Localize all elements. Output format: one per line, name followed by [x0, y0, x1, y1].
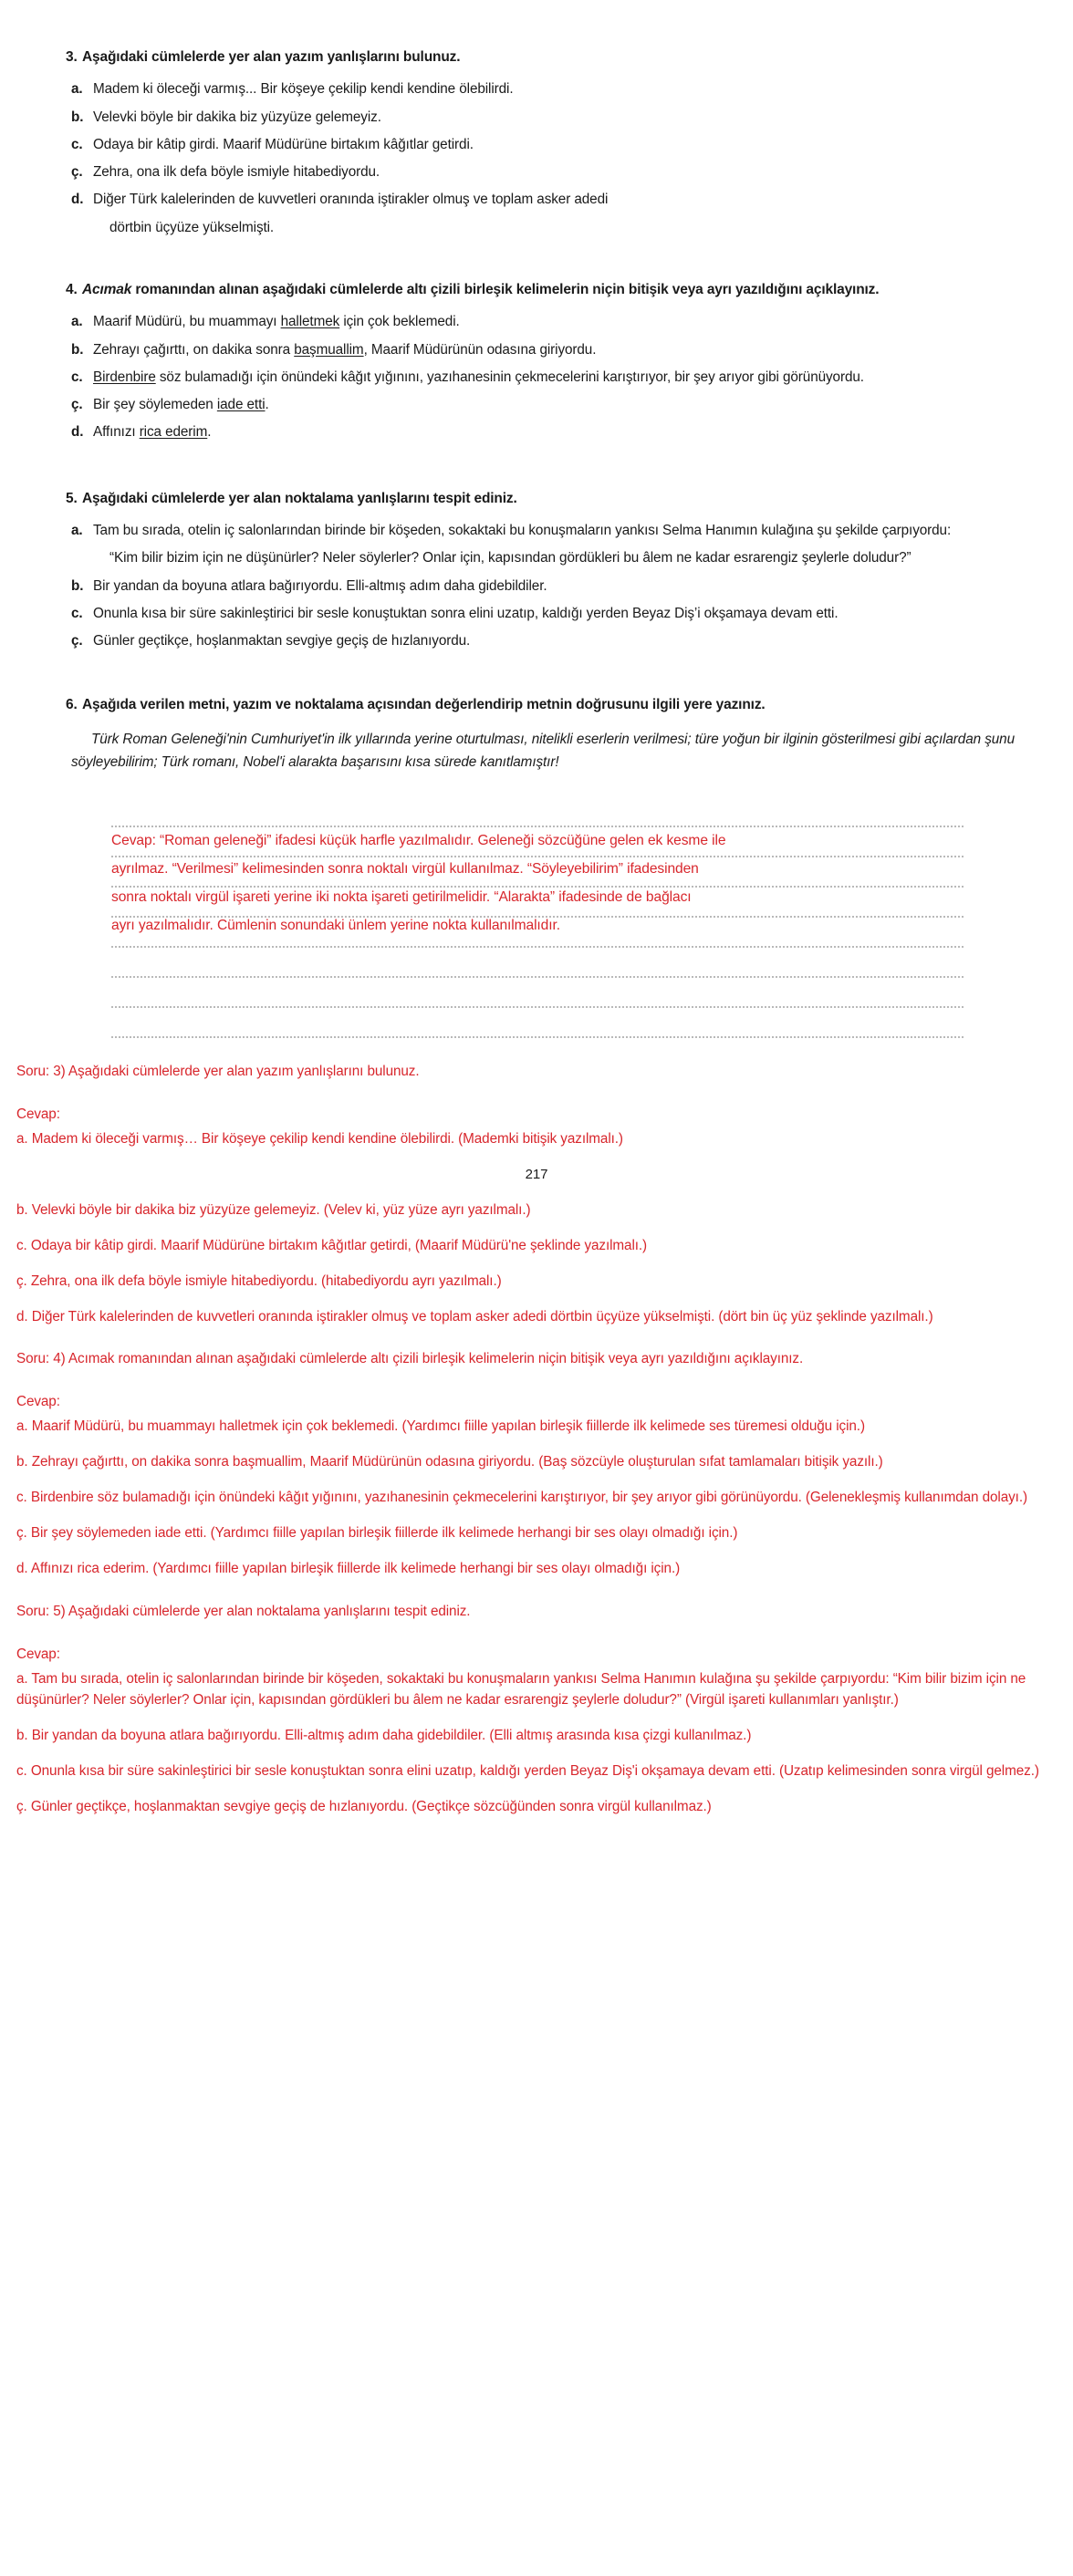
- list-item: [55, 367, 1018, 388]
- list-item: [55, 630, 1018, 651]
- question-4-heading-rest: romanından alınan aşağıdaki cümlelerde altı çizili birleşik kelimelerin niçin bitişik veya ayrı yazıldığını açıklayınız.: [131, 281, 880, 297]
- answer-key-answer: ç. Günler geçtikçe, hoşlanmaktan sevgiye geçiş de hızlanıyordu. (Geçtikçe sözcüğünden sonra virgül kullanılmaz.): [16, 1798, 712, 1814]
- item-text-post: .: [207, 424, 212, 441]
- dotted-line-row[interactable]: [111, 978, 964, 1008]
- question-block-6: [55, 695, 1018, 774]
- question-4-heading: [55, 280, 1018, 300]
- item-letter: ç.: [71, 397, 83, 413]
- list-item: [55, 339, 1018, 360]
- answer-key-answer: b. Zehrayı çağırttı, on dakika sonra başmuallim, Maarif Müdürünün odasına giriyordu. (Baş sözcüyle oluşturulan sıfat tamlamaları bitişik yazılı.): [16, 1454, 883, 1470]
- item-text-pre: Bir şey söylemeden: [93, 397, 217, 413]
- handwritten-line: sonra noktalı virgül işareti yerine iki nokta işareti getirilmelidir. “Alarakta” ifadesinde de bağlacı: [111, 889, 692, 906]
- answer-key-answer: b. Bir yandan da boyuna atlara bağırıyordu. Elli-altmış adım daha gidebildiler. (Elli altmış arasında kısa çizgi kullanılmaz.): [16, 1727, 752, 1743]
- list-item: [55, 134, 1018, 155]
- answer-key-question: Soru: 5) Aşağıdaki cümlelerde yer alan noktalama yanlışlarını tespit ediniz.: [16, 1604, 471, 1620]
- dotted-line-row[interactable]: [111, 948, 964, 978]
- question-5-number: 5.: [66, 490, 78, 506]
- question-6-number: 6.: [66, 697, 78, 713]
- item-text-underlined: iade etti: [216, 397, 266, 413]
- item-text-post: için çok beklemedi.: [339, 314, 460, 330]
- item-text: Madem ki öleceği varmış... Bir köşeye çekilip kendi kendine ölebilirdi.: [93, 81, 514, 98]
- question-block-5: [55, 489, 1018, 652]
- page-number: 217: [525, 1167, 548, 1183]
- item-letter: a.: [71, 81, 83, 98]
- answer-key-answer: c. Odaya bir kâtip girdi. Maarif Müdürüne birtakım kâğıtlar getirdi, (Maarif Müdürü'ne şeklinde yazılmalı.): [16, 1237, 648, 1253]
- question-5-heading-text: Aşağıdaki cümlelerde yer alan noktalama yanlışlarını tespit ediniz.: [82, 490, 517, 506]
- question-3-number: 3.: [66, 49, 78, 65]
- question-block-3: [55, 47, 1018, 238]
- item-letter: a.: [71, 523, 83, 539]
- question-3-heading-text: Aşağıdaki cümlelerde yer alan yazım yanlışlarını bulunuz.: [82, 49, 461, 65]
- answer-key-area: [0, 1038, 1073, 1868]
- item-letter: b.: [71, 109, 84, 125]
- question-3-heading: [55, 47, 1018, 68]
- item-text-continued: dörtbin üçyüze yükselmişti.: [109, 219, 275, 235]
- item-letter: b.: [71, 577, 84, 594]
- question-4-novel-title: Acımak: [82, 281, 132, 297]
- item-text: Velevki böyle bir dakika biz yüzyüze gelemeyiz.: [93, 109, 381, 125]
- item-text-underlined: Birdenbire: [93, 369, 156, 385]
- item-text: Günler geçtikçe, hoşlanmaktan sevgiye geçiş de hızlanıyordu.: [93, 633, 471, 649]
- answer-key-question: Soru: 4) Acımak romanından alınan aşağıdaki cümlelerde altı çizili birleşik kelimelerin niçin bitişik veya ayrı yazıldığını açıklayınız.: [16, 1351, 804, 1367]
- dotted-line-row[interactable]: [111, 918, 964, 948]
- answer-key-answer: ç. Bir şey söylemeden iade etti. (Yardımcı fiille yapılan birleşik fiillerde ilk kelimede herhangi bir ses olayı olmadığı için.): [16, 1525, 738, 1542]
- item-letter: ç.: [71, 164, 83, 181]
- item-text-pre: Zehrayı çağırttı, on dakika sonra: [93, 341, 295, 358]
- handwritten-line: Cevap: “Roman geleneği” ifadesi küçük harfle yazılmalıdır. Geleneği sözcüğüne gelen ek kesme ile: [111, 833, 726, 849]
- item-letter: a.: [71, 314, 83, 330]
- question-3-items: [55, 78, 1018, 238]
- answer-key-answer: ç. Zehra, ona ilk defa böyle ismiyle hitabediyordu. (hitabediyordu ayrı yazılmalı.): [16, 1272, 502, 1289]
- answer-key-answer: a. Tam bu sırada, otelin iç salonlarından birinde bir köşeden, sokaktaki bu konuşmaların yankısı Selma Hanımın kulağına şu şekilde çarpıyordu: “Kim bilir bizim için ne düşünürler? Neler söylerler? Onlar için, kapısından gördükleri bu âlem ne kadar esrarengiz şeylerle doludur?” (Virgül işareti kullanımları yanlıştır.): [16, 1670, 1026, 1708]
- answer-key-answer: a. Madem ki öleceği varmış… Bir köşeye çekilip kendi kendine ölebilirdi. (Mademki bitişik yazılmalı.): [16, 1131, 623, 1148]
- answer-key-label: Cevap:: [16, 1106, 60, 1123]
- item-text-post: , Maarif Müdürünün odasına giriyordu.: [363, 341, 597, 358]
- question-6-heading-text: Aşağıda verilen metni, yazım ve noktalama açısından değerlendirip metnin doğrusunu ilgili yere yazınız.: [82, 697, 766, 713]
- dotted-line-row[interactable]: [111, 857, 964, 888]
- textbook-area: [0, 0, 1073, 1038]
- question-5-heading: [55, 489, 1018, 509]
- answer-key-answer: a. Maarif Müdürü, bu muammayı halletmek için çok beklemedi. (Yardımcı fiille yapılan birleşik fiillerde ilk kelimede ses türemesi olduğu için.): [16, 1418, 865, 1435]
- answer-key-answer: c. Birdenbire söz bulamadığı için önündeki kâğıt yığınını, yazıhanesinin çekmecelerini karıştırıyor, bir şey arıyor gibi görünüyordu. (Gelenekleşmiş kullanımdan dolayı.): [16, 1490, 1027, 1506]
- question-5-items: [55, 520, 1018, 651]
- dotted-line-row[interactable]: [111, 888, 964, 918]
- question-4-number: 4.: [66, 281, 78, 297]
- item-text: [93, 394, 1018, 415]
- answer-key-answer: b. Velevki böyle bir dakika biz yüzyüze gelemeyiz. (Velev ki, yüz yüze ayrı yazılmalı.): [16, 1201, 531, 1218]
- item-text: Diğer Türk kalelerinden de kuvvetleri oranında iştirakler olmuş ve toplam asker adedi: [93, 192, 609, 208]
- dotted-line-row[interactable]: [111, 1008, 964, 1038]
- item-text-underlined: halletmek: [280, 314, 340, 330]
- item-text-post: söz bulamadığı için önündeki kâğıt yığınını, yazıhanesinin çekmecelerini karıştırıyor, bir şey arıyor gibi görünüyordu.: [155, 369, 864, 385]
- question-6-heading: [55, 695, 1018, 715]
- item-letter: c.: [71, 369, 83, 385]
- list-item: [55, 311, 1018, 332]
- answer-key-answer: c. Onunla kısa bir süre sakinleştirici bir sesle konuştuktan sonra elini uzatıp, kaldığı yerden Beyaz Diş'i okşamaya devam etti. (Uzatıp kelimesinden sonra virgül gelmez.): [16, 1762, 1039, 1779]
- item-letter: d.: [71, 192, 84, 208]
- list-item: [55, 189, 1018, 210]
- item-letter: ç.: [71, 633, 83, 649]
- answer-key-label: Cevap:: [16, 1394, 60, 1410]
- item-letter: c.: [71, 136, 83, 152]
- list-item: [55, 78, 1018, 99]
- item-text: Tam bu sırada, otelin iç salonlarından birinde bir köşeden, sokaktaki bu konuşmaların yankısı Selma Hanımın kulağına şu şekilde çarpıyordu:: [93, 523, 952, 539]
- dotted-line-row[interactable]: [111, 797, 964, 827]
- item-letter: b.: [71, 341, 84, 358]
- question-6-passage: Türk Roman Geleneği'nin Cumhuriyet'in ilk yıllarında yerine oturtulması, nitelikli eserlerin verilmesi; türe yoğun bir ilginin gösterilmesi gibi açılardan şunu söyleyebilirim; Türk romanı, Nobel'i alarakta başarısını kısa sürede kanıtlamıştır!: [71, 731, 1015, 770]
- item-text: [93, 367, 1018, 388]
- item-text-post: .: [265, 397, 269, 413]
- item-text: Zehra, ona ilk defa böyle ismiyle hitabediyordu.: [93, 164, 380, 181]
- item-text: Onunla kısa bir süre sakinleştirici bir sesle konuştuktan sonra elini uzatıp, kaldığı yerden Beyaz Diş’i okşamaya devam etti.: [93, 605, 839, 621]
- answer-key-answer: d. Diğer Türk kalelerinden de kuvvetleri oranında iştirakler olmuş ve toplam asker adedi dörtbin üçyüze yükselmişti. (dört bin üç yüz şeklinde yazılmalı.): [16, 1308, 933, 1324]
- dotted-line-row[interactable]: [111, 827, 964, 857]
- question-4-heading-text: [82, 280, 1018, 300]
- list-item: [55, 107, 1018, 128]
- item-text: [93, 421, 1018, 442]
- item-text-pre: Maarif Müdürü, bu muammayı: [93, 314, 281, 330]
- item-text: [93, 311, 1018, 332]
- list-item: [55, 394, 1018, 415]
- handwritten-line: ayrı yazılmalıdır. Cümlenin sonundaki ünlem yerine nokta kullanılmalıdır.: [111, 918, 560, 934]
- list-item: [55, 576, 1018, 597]
- list-item: [55, 421, 1018, 442]
- item-letter: d.: [71, 424, 84, 441]
- item-text: Bir yandan da boyuna atlara bağırıyordu. Elli-altmış adım daha gidebildiler.: [93, 577, 547, 594]
- item-text-underlined: rica ederim: [139, 424, 208, 441]
- answer-writing-area[interactable]: [111, 797, 964, 1038]
- list-item: [55, 520, 1018, 541]
- dotted-lines[interactable]: [111, 797, 964, 1038]
- item-text-underlined: başmuallim: [294, 341, 364, 358]
- item-quote: “Kim bilir bizim için ne düşünürler? Neler söylerler? Onlar için, kapısından gördükleri bu âlem ne kadar esrarengiz şeylerle doludur?”: [109, 550, 912, 566]
- item-text: Odaya bir kâtip girdi. Maarif Müdürüne birtakım kâğıtlar getirdi.: [93, 136, 474, 152]
- answer-key-question: Soru: 3) Aşağıdaki cümlelerde yer alan yazım yanlışlarını bulunuz.: [16, 1064, 420, 1080]
- handwritten-line: ayrılmaz. “Verilmesi” kelimesinden sonra noktalı virgül kullanılmaz. “Söyleyebilirim” ifadesinden: [111, 861, 699, 878]
- item-text-pre: Affınızı: [93, 424, 140, 441]
- answer-key-label: Cevap:: [16, 1646, 60, 1662]
- answer-key-answer: d. Affınızı rica ederim. (Yardımcı fiille yapılan birleşik fiillerde ilk kelimede herhangi bir ses olayı olmadığı için.): [16, 1561, 681, 1577]
- item-text: [93, 339, 1018, 360]
- list-item: [55, 161, 1018, 182]
- question-4-items: [55, 311, 1018, 442]
- list-item: [55, 603, 1018, 624]
- item-letter: c.: [71, 605, 83, 621]
- question-block-4: [55, 280, 1018, 443]
